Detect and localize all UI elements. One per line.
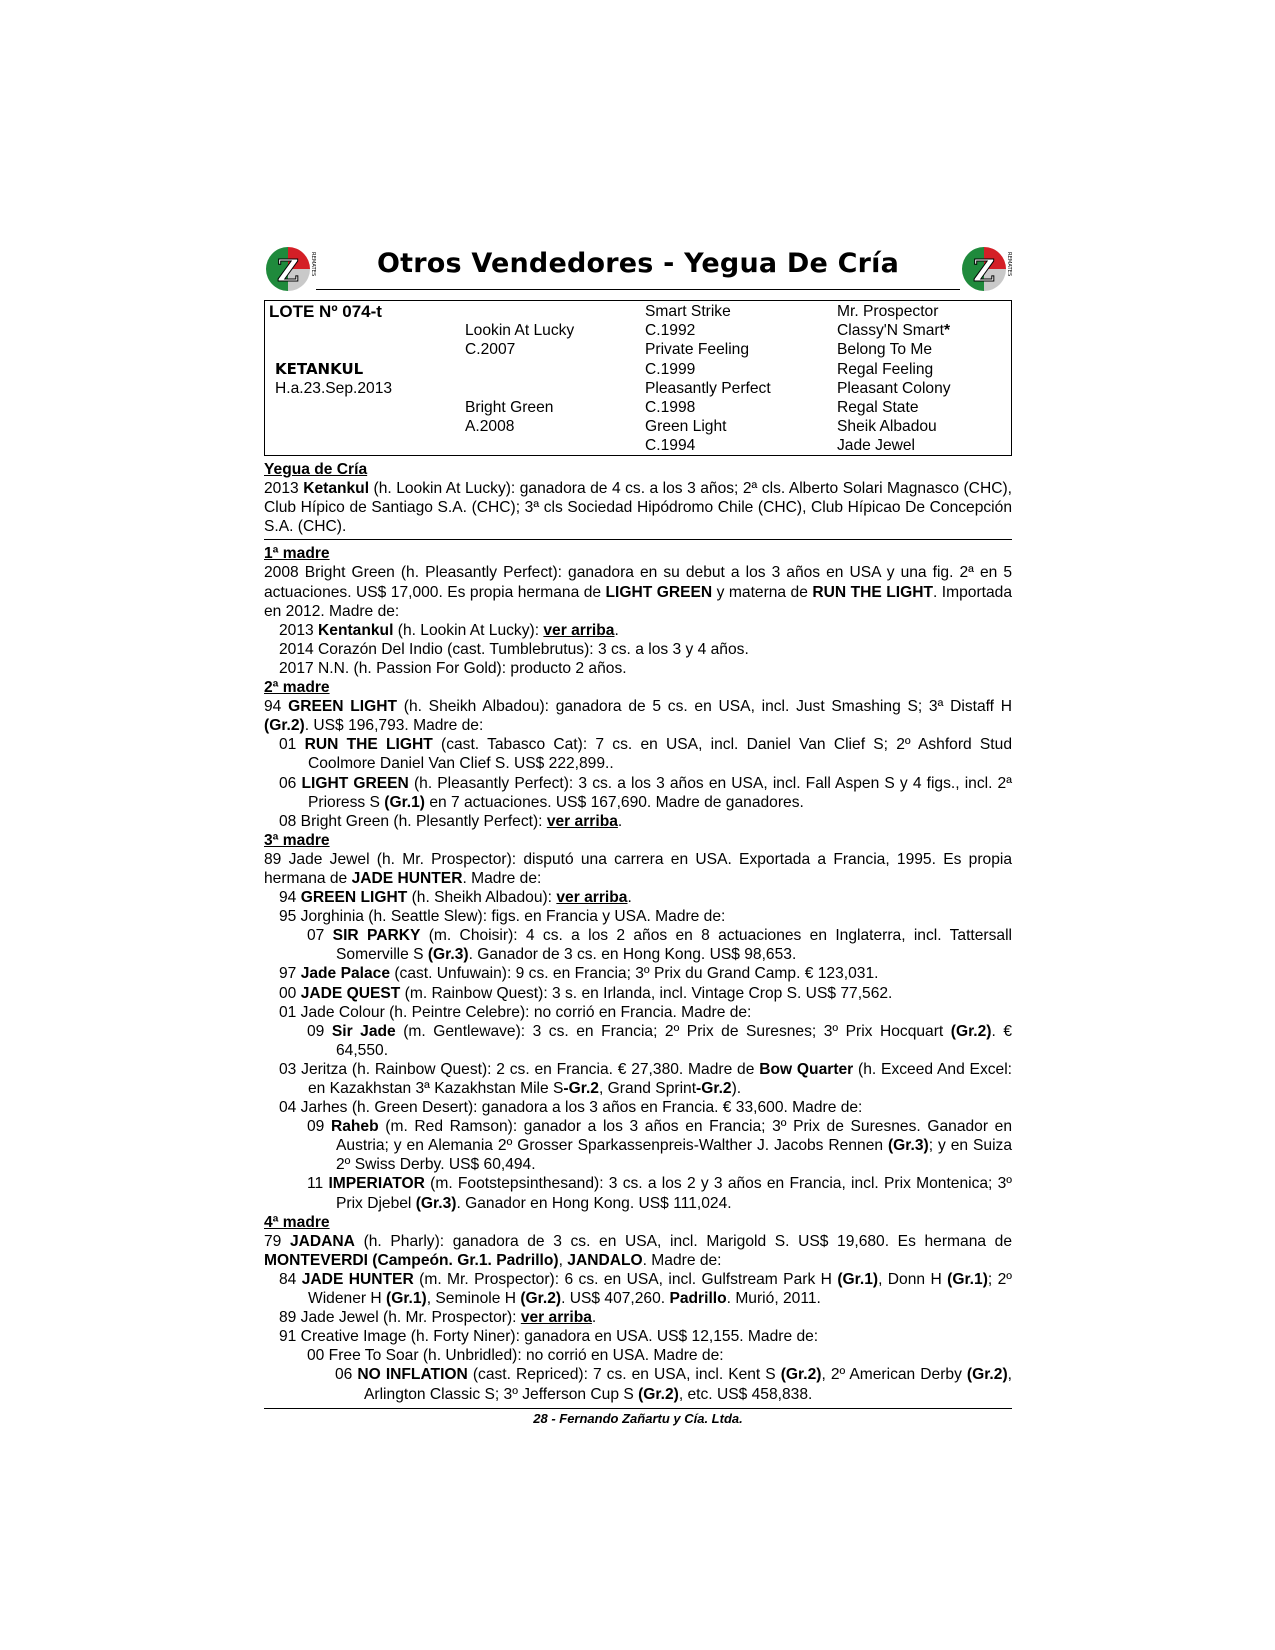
yegua-section — [264, 460, 1012, 536]
offspring-line: 08 Bright Green (h. Plesantly Perfect): ver arriba. — [279, 812, 623, 830]
grandparent-info: C.1994 — [645, 437, 696, 455]
svg-text:REMATES: REMATES — [1006, 252, 1012, 277]
madre1-text: 2008 Bright Green (h. Pleasantly Perfect): ganadora en su debut a los 3 años en USA y una fig. 2ª en 5 actuaciones. US$ 17,000. Es propia hermana de LIGHT GREEN y materna de RUN THE LIGHT. Importada en 2012. Madre de: — [264, 564, 1013, 620]
horse-name: KETANKUL — [275, 359, 364, 378]
offspring-line: 95 Jorghinia (h. Seattle Slew): figs. en Francia y USA. Madre de: — [279, 908, 726, 926]
grandparent-info: C.1999 — [645, 360, 696, 378]
offspring-line: 09 Raheb (m. Red Ramson): ganador a los 3 años en Francia; 3º Prix de Suresnes. Ganador en Austria; y en Alemania 2º Grosser Sparkassenpreis-Walther J. Jacobs Rennen (Gr.3); y en Suiza 2º Swiss Derby. US$ 60,494. — [307, 1118, 1013, 1174]
grandparent-info: C.1992 — [645, 322, 696, 340]
page-title: Otros Vendedores - Yegua De Cría — [376, 248, 900, 279]
great-grandparent: Pleasant Colony — [837, 379, 951, 397]
offspring-line: 04 Jarhes (h. Green Desert): ganadora a los 3 años en Francia. € 33,600. Madre de: — [279, 1099, 863, 1117]
great-grandparent: Mr. Prospector — [837, 303, 939, 320]
offspring-line: 07 SIR PARKY (m. Choisir): 4 cs. a los 2 años en 8 actuaciones en Inglaterra, incl. Tattersall Somerville S (Gr.3). Ganador de 3 cs. en Hong Kong. US$ 98,653. — [307, 927, 1013, 964]
page-header — [264, 244, 1012, 298]
horse-info: H.a.23.Sep.2013 — [275, 379, 393, 397]
svg-text:Z: Z — [277, 254, 299, 289]
great-grandparent: Sheik Albadou — [837, 418, 937, 436]
offspring-line: 00 JADE QUEST (m. Rainbow Quest): 3 s. en Irlanda, incl. Vintage Crop S. US$ 77,562. — [279, 984, 893, 1002]
offspring-line: 2014 Corazón Del Indio (cast. Tumblebrutus): 3 cs. a los 3 y 4 años. — [279, 640, 749, 658]
offspring-line: 00 Free To Soar (h. Unbridled): no corrió en USA. Madre de: — [307, 1347, 724, 1365]
zanartu-remates-logo — [264, 244, 316, 294]
great-grandparent: Regal Feeling — [837, 360, 934, 378]
grandparent-name: Pleasantly Perfect — [645, 379, 771, 397]
offspring-line: 11 IMPERIATOR (m. Footstepsinthesand): 3 cs. a los 2 y 3 años en Francia, incl. Prix Montenica; 3º Prix Djebel (Gr.3). Ganador en Hong Kong. US$ 111,024. — [307, 1175, 1012, 1212]
offspring-line: 84 JADE HUNTER (m. Mr. Prospector): 6 cs. en USA, incl. Gulfstream Park H (Gr.1), Donn H (Gr.1); 2º Widener H (Gr.1), Seminole H (Gr.2). US$ 407,260. Padrillo. Murió, 2011. — [279, 1270, 1012, 1308]
ver-arriba-link[interactable]: ver arriba — [520, 1309, 592, 1327]
section-title: 2ª madre — [264, 679, 330, 697]
svg-text:Z: Z — [973, 254, 995, 289]
offspring-line: 06 NO INFLATION (cast. Repriced): 7 cs. en USA, incl. Kent S (Gr.2), 2º American Derby (Gr.2), Arlington Classic S; 3º Jefferson Cup S (Gr.2), etc. US$ 458,838. — [335, 1366, 1012, 1403]
madre3-section — [264, 831, 1012, 1213]
great-grandparent: Regal State — [837, 398, 919, 416]
sire-name: Lookin At Lucky — [465, 322, 575, 340]
offspring-line: 91 Creative Image (h. Forty Niner): ganadora en USA. US$ 12,155. Madre de: — [279, 1328, 819, 1346]
ver-arriba-link[interactable]: ver arriba — [556, 889, 628, 907]
svg-text:REMATES: REMATES — [310, 252, 316, 277]
offspring-line: 97 Jade Palace (cast. Unfuwain): 9 cs. en Francia; 3º Prix du Grand Camp. € 123,031. — [279, 965, 879, 983]
section-title: 4ª madre — [264, 1213, 330, 1231]
yegua-text: 2013 Ketankul (h. Lookin At Lucky): ganadora de 4 cs. a los 3 años; 2ª cls. Alberto Solari Magnasco (CHC), Club Hípico de Santiago S.A. (CHC); 3ª cls Sociedad Hipódromo Chile (CHC), Club Hípicao De Concepción S.A. (CHC). — [264, 480, 1012, 536]
offspring-line: 2013 Kentankul (h. Lookin At Lucky): ver arriba. — [279, 621, 619, 639]
madre3-text: 89 Jade Jewel (h. Mr. Prospector): disputó una carrera en USA. Exportada a Francia, 1995. Es propia hermana de JADE HUNTER. Madre de: — [264, 850, 1012, 887]
section-title: Yegua de Cría — [264, 461, 368, 478]
ver-arriba-link[interactable]: ver arriba — [543, 621, 615, 639]
grandparent-name: Private Feeling — [645, 341, 750, 359]
offspring-line: 94 GREEN LIGHT (h. Sheikh Albadou): ver arriba. — [279, 889, 632, 907]
madre1-section — [264, 544, 1012, 678]
great-grandparent: Jade Jewel — [837, 437, 916, 455]
madre2-text: 94 GREEN LIGHT (h. Sheikh Albadou): ganadora de 5 cs. en USA, incl. Just Smashing S; 3ª Distaff H (Gr.2). US$ 196,793. Madre de: — [264, 698, 1012, 735]
madre4-text: 79 JADANA (h. Pharly): ganadora de 3 cs. en USA, incl. Marigold S. US$ 19,680. Es hermana de MONTEVERDI (Campeón. Gr.1. Padrillo), JANDALO. Madre de: — [264, 1232, 1012, 1269]
pedigree-table — [264, 300, 1012, 456]
offspring-line: 01 Jade Colour (h. Peintre Celebre): no corrió en Francia. Madre de: — [279, 1003, 752, 1021]
lot-number: LOTE Nº 074-t — [269, 302, 382, 321]
offspring-line: 03 Jeritza (h. Rainbow Quest): 2 cs. en Francia. € 27,380. Madre de Bow Quarter (h. Exceed And Excel: en Kazakhstan 3ª Kazakhstan Mile S-Gr.2, Grand Sprint-Gr.2). — [279, 1060, 1013, 1097]
section-divider — [264, 539, 1012, 540]
page-footer: 28 - Fernando Zañartu y Cía. Ltda. — [264, 1408, 1012, 1426]
ver-arriba-link[interactable]: ver arriba — [546, 812, 618, 830]
madre4-section — [264, 1213, 1012, 1404]
dam-name: Bright Green — [465, 398, 554, 416]
grandparent-name: Green Light — [645, 418, 727, 436]
header-rule — [316, 289, 960, 290]
offspring-line: 01 RUN THE LIGHT (cast. Tabasco Cat): 7 cs. en USA, incl. Daniel Van Clief S; 2º Ashford Stud Coolmore Daniel Van Clief S. US$ 222,899.. — [279, 736, 1012, 773]
great-grandparent: Belong To Me — [837, 341, 933, 359]
sire-info: C.2007 — [465, 341, 516, 359]
offspring-line: 06 LIGHT GREEN (h. Pleasantly Perfect): 3 cs. a los 3 años en USA, incl. Fall Aspen S y 4 figs., incl. 2ª Prioress S (Gr.1) en 7 actuaciones. US$ 167,690. Madre de ganadores. — [279, 774, 1012, 811]
offspring-line: 2017 N.N. (h. Passion For Gold): producto 2 años. — [279, 659, 627, 677]
catalog-page — [264, 244, 1012, 1426]
section-title: 1ª madre — [264, 545, 330, 563]
great-grandparent: Classy'N Smart* — [837, 322, 951, 340]
dam-info: A.2008 — [465, 418, 515, 436]
madre2-section — [264, 678, 1012, 831]
offspring-line: 89 Jade Jewel (h. Mr. Prospector): ver arriba. — [279, 1309, 597, 1327]
grandparent-name: Smart Strike — [645, 303, 731, 320]
grandparent-info: C.1998 — [645, 398, 696, 416]
zanartu-remates-logo — [960, 244, 1012, 294]
offspring-line: 09 Sir Jade (m. Gentlewave): 3 cs. en Francia; 2º Prix de Suresnes; 3º Prix Hocquart (Gr.2). € 64,550. — [307, 1022, 1012, 1059]
section-title: 3ª madre — [264, 831, 330, 849]
